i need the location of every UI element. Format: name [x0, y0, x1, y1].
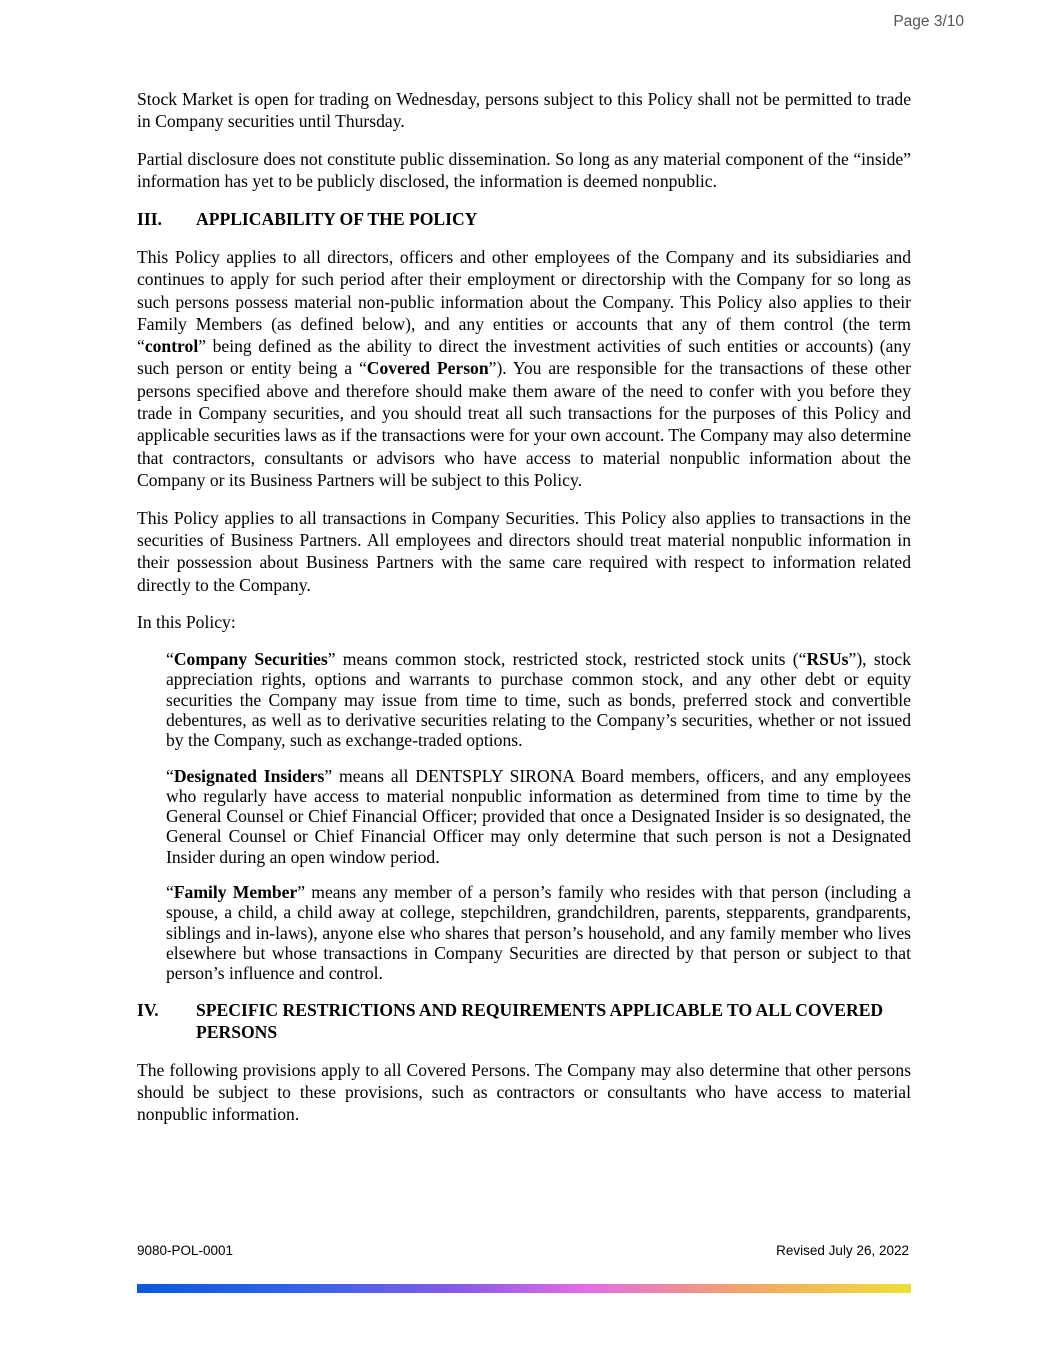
- quote-mark: “: [166, 882, 174, 903]
- defined-term-control: control: [144, 336, 199, 357]
- text-run: This Policy applies to all directors, officers and other employees of the Company and its subsidiaries and continues to apply for such period after their employment or directorship with the Company for so long as such persons possess material non-public information about the Company. This Policy also applies to their Family Members (as defined below), and any entities or accounts that any of them control (the term “: [137, 246, 911, 357]
- defined-term: Company Securities: [173, 649, 328, 670]
- defined-term-rsus: RSUs: [806, 649, 849, 670]
- defined-term: Designated Insiders: [173, 765, 325, 786]
- quote-mark: “: [166, 765, 174, 786]
- paragraph-transactions: This Policy applies to all transactions in Company Securities. This Policy also applies to transactions in the securities of Business Partners. All employees and directors should treat material nonpublic information in their possession about Business Partners with the same care required with respect to information related directly to the Company.: [137, 507, 911, 595]
- paragraph-in-this-policy: In this Policy:: [137, 612, 236, 633]
- text-run: ” being defined as the ability to direct the investment activities of such entities or accounts) (any such person or entity being a “: [137, 336, 911, 379]
- text-run: ” means all DENTSPLY SIRONA Board members, officers, and any employees who regularly have access to material nonpublic information as determined from time to time by the General Counsel or Chief Financial Officer; provided that once a Designated Insider is so designated, the General Counsel or Chief Financial Officer may only determine that such person is not a Designated Insider during an open window period.: [166, 765, 911, 867]
- quote-mark: “: [166, 649, 174, 670]
- text-run: ” means any member of a person’s family who resides with that person (including a spouse, a child, a child away at college, stepchildren, grandchildren, parents, stepparents, grandparents, siblings and in-laws), anyone else who shares that person’s household, and any family member who lives elsewhere but whose transactions in Company Securities are directed by that person or subject to that person’s influence and control.: [166, 882, 911, 984]
- revision-date: Revised July 26, 2022: [776, 1243, 909, 1258]
- text-run: ”), stock appreciation rights, options and warrants to purchase common stock, and any other debt or equity securities the Company may issue from time to time, such as bonds, preferred stock and convertible debentures, as well as to derivative securities relating to the Company’s securities, whether or not issued by the Company, such as exchange-traded options.: [166, 649, 911, 751]
- paragraph-continuation: Stock Market is open for trading on Wednesday, persons subject to this Policy shall not be permitted to trade in Company securities until Thursday.: [137, 89, 911, 132]
- footer-gradient-bar: [137, 1284, 911, 1293]
- section-heading-iv: [137, 999, 911, 1044]
- section-number: IV.: [137, 999, 159, 1020]
- paragraph-partial-disclosure: Partial disclosure does not constitute public dissemination. So long as any material component of the “inside” information has yet to be publicly disclosed, the information is deemed nonpublic.: [137, 149, 911, 192]
- text-run: ”). You are responsible for the transactions of these other persons specified above and therefore should make them aware of the need to confer with you before they trade in Company securities, and you should treat all such transactions for the purposes of this Policy and applicable securities laws as if the transactions were for your own account. The Company may also determine that contractors, consultants or advisors who have access to material nonpublic information about the Company or its Business Partners will be subject to this Policy.: [137, 358, 911, 490]
- defined-term: Family Member: [173, 882, 298, 903]
- definition-designated-insiders: [166, 766, 911, 867]
- document-body: [137, 88, 911, 1141]
- section-number: III.: [137, 209, 162, 230]
- page-number: Page 3/10: [893, 13, 964, 30]
- text-run: ” means common stock, restricted stock, restricted stock units (“: [327, 649, 807, 670]
- paragraph-provisions: The following provisions apply to all Covered Persons. The Company may also determine that other persons should be subject to these provisions, such as contractors or consultants who have access to material nonpublic information.: [137, 1059, 911, 1125]
- section-title: APPLICABILITY OF THE POLICY: [196, 209, 478, 230]
- section-heading-iii: [137, 208, 911, 230]
- paragraph-applicability: [137, 246, 911, 491]
- document-id: 9080-POL-0001: [137, 1243, 234, 1258]
- definition-company-securities: [166, 649, 911, 750]
- definition-family-member: [166, 882, 911, 983]
- defined-term-covered-person: Covered Person: [366, 358, 489, 379]
- section-title: SPECIFIC RESTRICTIONS AND REQUIREMENTS APPLICABLE TO ALL COVERED PERSONS: [196, 999, 884, 1043]
